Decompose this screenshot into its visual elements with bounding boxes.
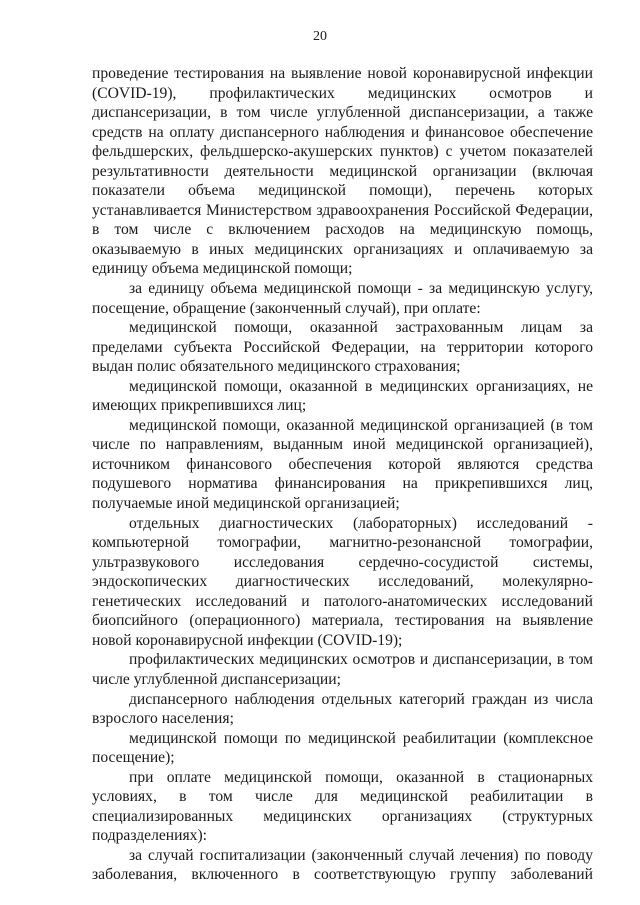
paragraph: отдельных диагностических (лабораторных) исследований - компьютерной томографии, магнитно-резонансной томографии, ультразвукового исследования сердечно-сосудистой системы, эндоскопических диагностических исследований, молекулярно-генетических исследований и патолого-анатомических исследований биопсийного (операционного) материала, тестирования на выявление новой коронавирусной инфекции (COVID-19);: [92, 514, 593, 649]
paragraph: медицинской помощи, оказанной застрахованным лицам за пределами субъекта Российской Федерации, на территории которого выдан полис обязательного медицинского страхования;: [92, 319, 593, 376]
paragraph: проведение тестирования на выявление новой коронавирусной инфекции (COVID-19), профилактических медицинских осмотров и диспансеризации, в том числе углубленной диспансеризации, а также средств на оплату диспансерного наблюдения и финансовое обеспечение фельдшерских, фельдшерско-акушерских пунктов) с учетом показателей результативности деятельности медицинской организации (включая показатели объема медицинской помощи), перечень которых устанавливается Министерством здравоохранения Российской Федерации, в том числе с включением расходов на медицинскую помощь, оказываемую в иных медицинских организациях и оплачиваемую за единицу объема медицинской помощи;: [92, 65, 593, 278]
paragraph: диспансерного наблюдения отдельных категорий граждан из числа взрослого населения;: [92, 690, 593, 728]
document-body: [92, 64, 593, 885]
paragraph: при оплате медицинской помощи, оказанной в стационарных условиях, в том числе для медицинской реабилитации в специализированных медицинских организациях (структурных подразделениях):: [92, 768, 593, 845]
paragraph: за случай госпитализации (законченный случай лечения) по поводу заболевания, включенного в соответствующую группу заболеваний: [92, 846, 593, 884]
paragraph: профилактических медицинских осмотров и диспансеризации, в том числе углубленной диспансеризации;: [92, 651, 593, 688]
paragraph: медицинской помощи, оказанной в медицинских организациях, не имеющих прикрепившихся лиц;: [92, 377, 593, 415]
paragraph: за единицу объема медицинской помощи - за медицинскую услугу, посещение, обращение (законченный случай), при оплате:: [92, 280, 593, 317]
paragraph: медицинской помощи по медицинской реабилитации (комплексное посещение);: [92, 729, 593, 767]
paragraph: медицинской помощи, оказанной медицинской организацией (в том числе по направлениям, выданным иной медицинской организацией), источником финансового обеспечения которой являются средства подушевого норматива финансирования на прикрепившихся лиц, получаемые иной медицинской организацией;: [92, 416, 593, 513]
page-number: 20: [313, 29, 327, 44]
